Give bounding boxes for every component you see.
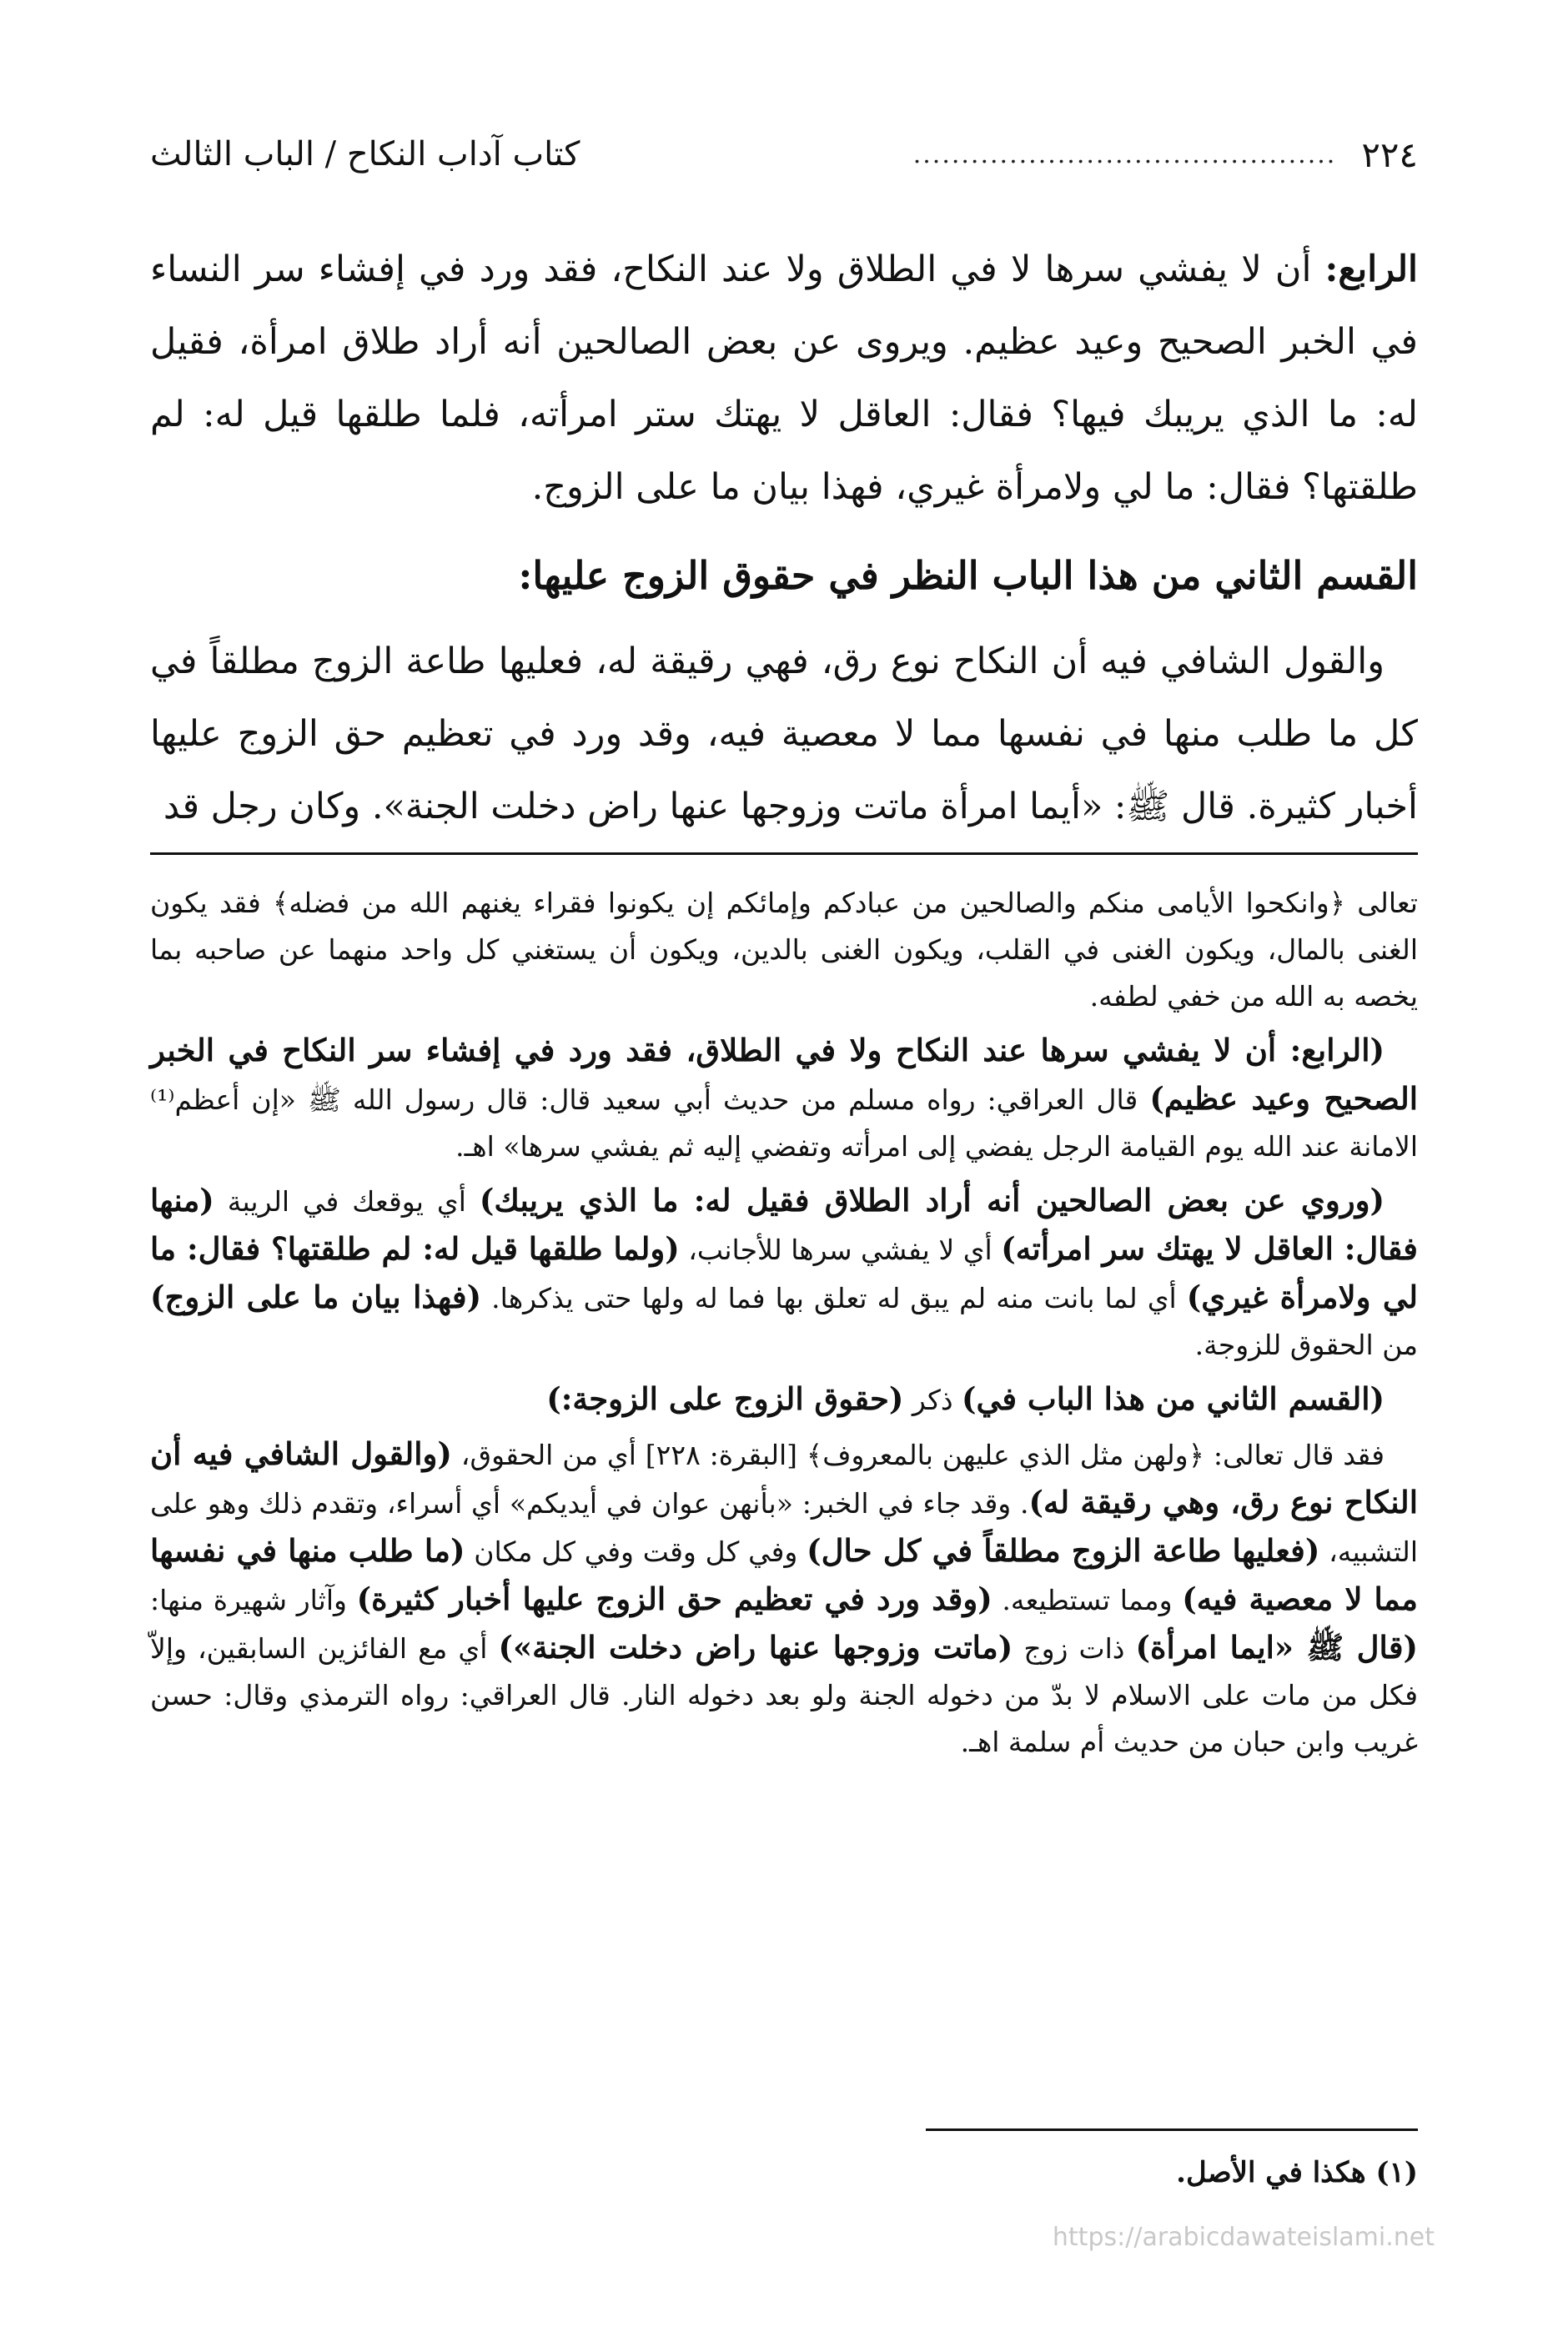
commentary-text: قال العراقي: رواه مسلم من حديث أبي سعيد قال: قال رسول الله ﷺ «إن أعظم⁽¹⁾ الامانة عند الله يوم القيامة الرجل يفضي إلى امرأته وتفضي إليه ثم يفشي سرها» اهـ.: [150, 1083, 1418, 1163]
commentary-text: ذكر: [903, 1384, 962, 1416]
header-title: كتاب آداب النكاح / الباب الثالث: [150, 135, 580, 173]
commentary-text: أي لا يفشي سرها للأجانب،: [679, 1234, 1002, 1266]
separator-rule: [150, 852, 1418, 855]
commentary-paragraph-1: تعالى ﴿وانكحوا الأيامى منكم والصالحين من عبادكم وإمائكم إن يكونوا فقراء يغنهم الله من فضله﴾ فقد يكون الغنى بالمال، ويكون الغنى في القلب، ويكون الغنى بالدين، ويكون أن يستغني كل واحد منهما عن صاحبه بما يخصه به الله من خفي لطفه.: [150, 887, 1418, 1013]
main-text-block: [150, 234, 1418, 524]
quoted-text: (ولما طلقها قيل له: لم طلقتها؟ فقال: ما لي ولامرأة غيري): [150, 1230, 1419, 1315]
quoted-text: (والقول الشافي فيه أن النكاح نوع رق، وهي رقيقة له): [150, 1435, 1418, 1520]
main-text-block-2: [150, 626, 1418, 843]
commentary-paragraph-4: [150, 1375, 1418, 1424]
commentary-text: أي يوقعك في الريبة: [214, 1185, 480, 1218]
quoted-text: (حقوق الزوج على الزوجة:): [546, 1380, 904, 1417]
commentary-text: وآثار شهيرة منها:: [150, 1584, 357, 1616]
quoted-text: (الرابع: أن لا يفشي سرها عند النكاح ولا في الطلاق، فقد ورد في إفشاء سر النكاح في الخبر الصحيح وعيد عظيم): [150, 1032, 1419, 1117]
commentary-text: . وقد جاء في الخبر: «بأنهن عوان في أيديكم» أي أسراء، وتقدم ذلك وهو على التشبيه،: [150, 1487, 1418, 1568]
commentary-text: أي لما بانت منه لم يبق له تعلق بها فما له ولها حتى يذكرها.: [481, 1282, 1187, 1314]
watermark-url: https://arabicdawateislami.net: [1052, 2223, 1435, 2252]
quoted-text: (وقد ورد في تعظيم حق الزوج عليها أخبار كثيرة): [356, 1581, 993, 1617]
commentary-text: أي مع الفائزين السابقين، وإلاّ فكل من مات على الاسلام لا بدّ من دخوله الجنة ولو بعد دخوله النار. قال العراقي: رواه الترمذي وقال: حسن غريب وابن حبان من حديث أم سلمة اهـ.: [150, 1632, 1418, 1758]
commentary-paragraph-5: [150, 1430, 1418, 1766]
quoted-text: (ما طلب منها في نفسها مما لا معصية فيه): [150, 1532, 1418, 1617]
commentary-text: وفي كل وقت وفي كل مكان: [465, 1535, 807, 1568]
quoted-text: (منها فقال: العاقل لا يهتك سر امرأته): [150, 1182, 1418, 1267]
commentary-paragraph-2: [150, 1027, 1418, 1170]
commentary-text: ذات زوج: [1013, 1632, 1136, 1665]
main-paragraph-1: [150, 234, 1418, 524]
commentary-text: ومما تستطيعه.: [992, 1584, 1183, 1616]
header-leader-dots: ............................................: [912, 139, 1337, 169]
quoted-text: (وروي عن بعض الصالحين أنه أراد الطلاق فقيل له: ما الذي يريبك): [479, 1182, 1385, 1219]
page-number: ٢٢٤: [1361, 133, 1418, 175]
paragraph-text: أن لا يفشي سرها لا في الطلاق ولا عند النكاح، فقد ورد في إفشاء سر النساء في الخبر الصحيح وعيد عظيم. ويروى عن بعض الصالحين أنه أراد طلاق امرأة، فقيل له: ما الذي يريبك فيها؟ فقال: العاقل لا يهتك ستر امرأته، فلما طلقها قيل له: لم طلقتها؟ فقال: ما لي ولامرأة غيري، فهذا بيان ما على الزوج.: [150, 249, 1418, 508]
footnote: (١) هكذا في الأصل.: [1176, 2156, 1418, 2189]
quoted-text: (فعليها طاعة الزوج مطلقاً في كل حال): [807, 1532, 1320, 1569]
commentary-text: من الحقوق للزوجة.: [1194, 1329, 1418, 1361]
quoted-text: (القسم الثاني من هذا الباب في): [962, 1380, 1385, 1417]
paragraph-lead-word: الرابع:: [1324, 249, 1418, 290]
footnote-rule: [926, 2128, 1418, 2131]
quoted-text: (فهذا بيان ما على الزوج): [150, 1279, 482, 1315]
commentary-paragraph-3: [150, 1177, 1418, 1369]
section-heading: القسم الثاني من هذا الباب النظر في حقوق الزوج عليها:: [518, 553, 1418, 598]
commentary-block: [150, 880, 1418, 1772]
running-header: [150, 125, 1418, 183]
commentary-text: فقد قال تعالى: ﴿ولهن مثل الذي عليهن بالمعروف﴾ [البقرة: ٢٢٨] أي من الحقوق،: [451, 1439, 1385, 1471]
quoted-text: (ماتت وزوجها عنها راض دخلت الجنة»): [498, 1629, 1013, 1666]
quoted-text: (قال ﷺ «ايما امرأة): [1135, 1629, 1419, 1666]
main-paragraph-2: والقول الشافي فيه أن النكاح نوع رق، فهي رقيقة له، فعليها طاعة الزوج مطلقاً في كل ما طلب منها في نفسها مما لا معصية فيه، وقد ورد في تعظيم حق الزوج عليها أخبار كثيرة. قال ﷺ: «أيما امرأة ماتت وزوجها عنها راض دخلت الجنة». وكان رجل قد: [150, 641, 1418, 827]
